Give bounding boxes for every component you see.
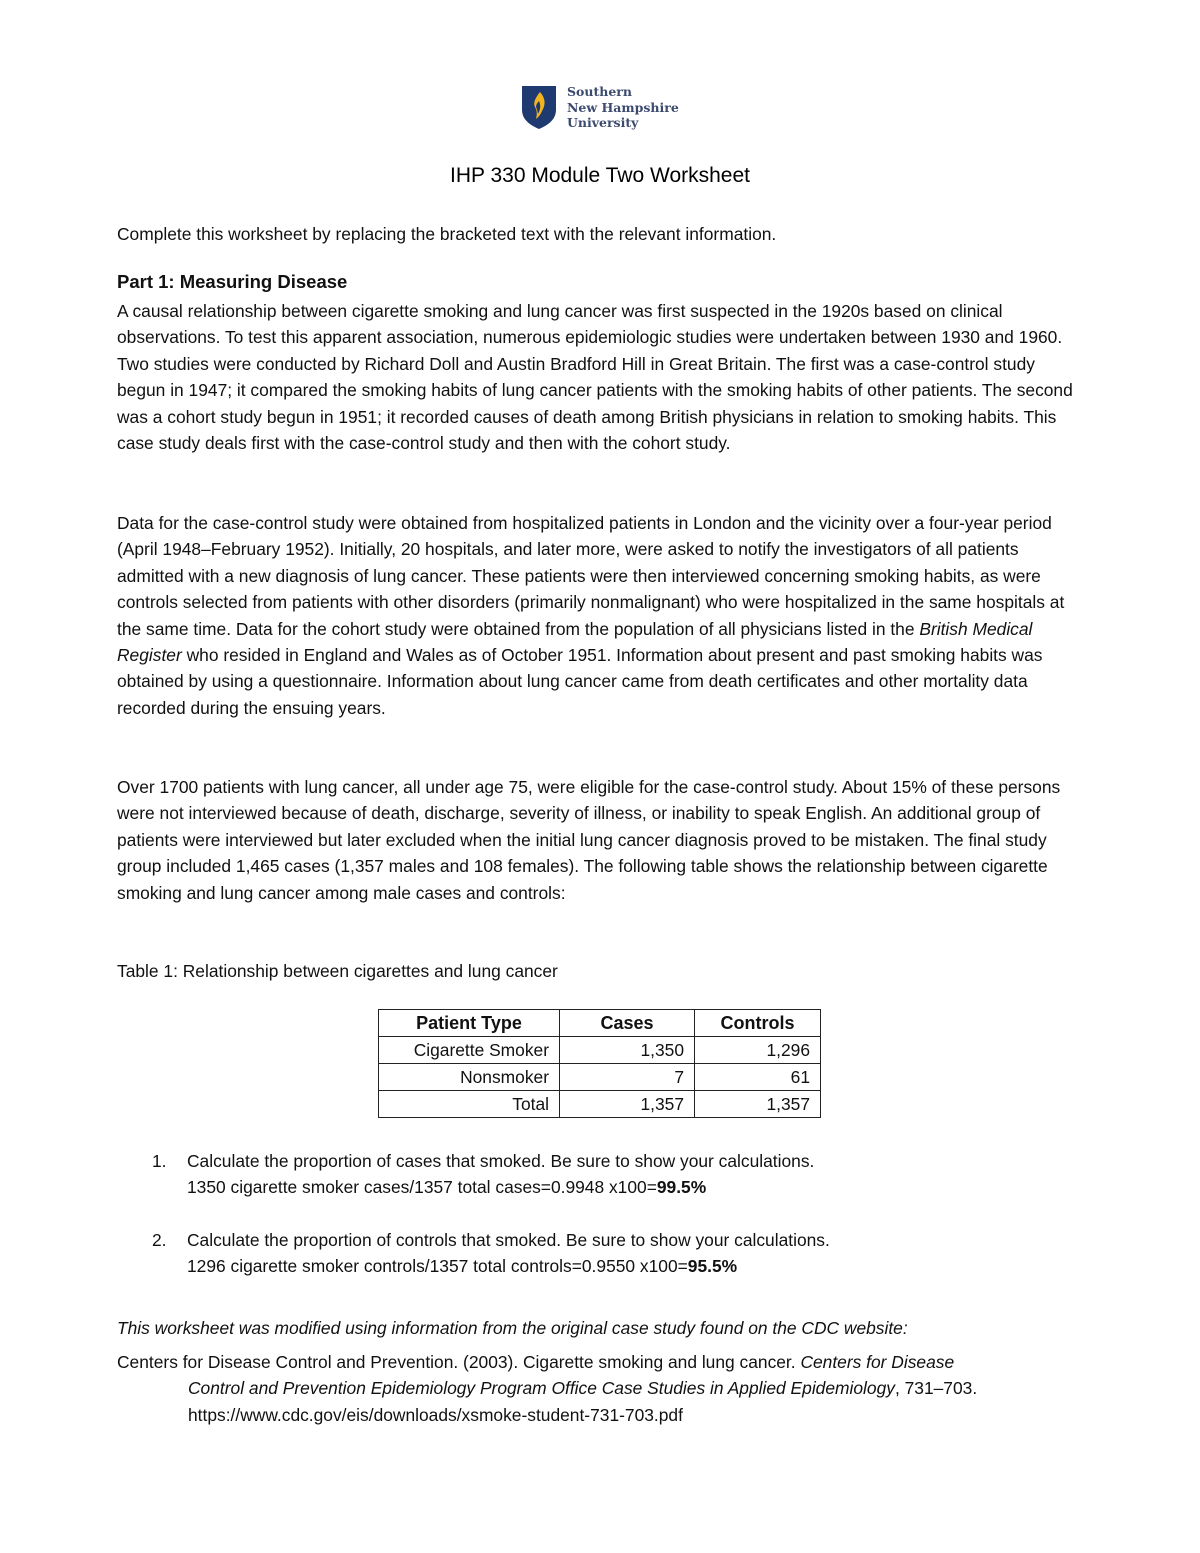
header-controls: Controls [695, 1010, 821, 1037]
reference-text: Centers for Disease Control and Prevention. (2003). Cigarette smoking and lung cancer. [117, 1352, 801, 1372]
question-number: 1. [152, 1151, 167, 1171]
table-row [379, 1091, 821, 1118]
paragraph-2 [117, 510, 1082, 721]
table-cell: 1,350 [560, 1037, 695, 1064]
reference-url[interactable]: https://www.cdc.gov/eis/downloads/xsmoke-student-731-703.pdf [188, 1404, 683, 1425]
university-logo [521, 84, 691, 132]
table-cell: 61 [695, 1064, 821, 1091]
table-row [379, 1037, 821, 1064]
page-title: IHP 330 Module Two Worksheet [450, 164, 750, 187]
answer-result: 99.5% [656, 1177, 707, 1198]
logo-line-3: University [567, 115, 639, 130]
table-cell: 1,357 [695, 1091, 821, 1118]
reference-pages: , 731–703. [894, 1378, 978, 1399]
table-cell: Total [379, 1091, 560, 1118]
table-cell: Nonsmoker [379, 1064, 560, 1091]
header-cases: Cases [560, 1010, 695, 1037]
question-2 [152, 1227, 1052, 1280]
question-prompt: Calculate the proportion of controls that smoked. Be sure to show your calculations. [187, 1230, 830, 1250]
table-cell: 1,296 [695, 1037, 821, 1064]
header-patient-type: Patient Type [379, 1010, 560, 1037]
paragraph-1 [117, 298, 1082, 456]
answer-result: 95.5% [687, 1256, 738, 1277]
paragraph-1-text: A causal relationship between cigarette smoking and lung cancer was first suspected in the 1920s based on clinical observations. To test this apparent association, numerous epidemiologic studies were undertaken between 1930 and 1960. Two studies were conducted by Richard Doll and Austin Bradford Hill in Great Britain. The first was a case-control study begun in 1947; it compared the smoking habits of lung cancer patients with the smoking habits of other patients. The second was a cohort study begun in 1951; it recorded causes of death among British physicians in relation to smoking habits. This case study deals first with the case-control study and then with the cohort study. [117, 301, 1073, 454]
reference-citation [117, 1349, 1097, 1428]
section-heading: Part 1: Measuring Disease [117, 271, 348, 292]
question-answer [187, 1174, 1052, 1200]
reference-journal-part-1: Centers for Disease [800, 1352, 955, 1372]
table-row [379, 1064, 821, 1091]
table-cell: 7 [560, 1064, 695, 1091]
logo-line-2: New Hampshire [567, 99, 679, 115]
table-cell: 1,357 [560, 1091, 695, 1118]
reference-journal-part-2: Control and Prevention Epidemiology Program Office Case Studies in Applied Epidemiology [188, 1378, 895, 1399]
table-header-row [379, 1010, 821, 1037]
table-cell: Cigarette Smoker [379, 1037, 560, 1064]
question-prompt: Calculate the proportion of cases that smoked. Be sure to show your calculations. [187, 1151, 815, 1171]
logo-wordmark [567, 84, 679, 131]
table-caption: Table 1: Relationship between cigarettes and lung cancer [117, 961, 558, 981]
paragraph-3-text: Over 1700 patients with lung cancer, all under age 75, were eligible for the case-control study. About 15% of these persons were not interviewed because of death, discharge, severity of illness, or inability to speak English. An additional group of patients were interviewed but later excluded when the initial lung cancer diagnosis proved to be mistaken. The final study group included 1,465 cases (1,357 males and 108 females). The following table shows the relationship between cigarette smoking and lung cancer among male cases and controls: [117, 777, 1061, 903]
answer-calculation: 1350 cigarette smoker cases/1357 total cases=0.9948 x100= [187, 1177, 657, 1198]
logo-line-1: Southern [567, 84, 632, 99]
answer-calculation: 1296 cigarette smoker controls/1357 total controls=0.9550 x100= [187, 1256, 688, 1277]
british-medical-register: British Medical Register [117, 618, 1033, 666]
smoking-table [378, 1009, 821, 1118]
paragraph-2-text-b: who resided in England and Wales as of October 1951. Information about present and past smoking habits was obtained by using a questionnaire. Information about lung cancer came from death certificates and other mortality data recorded during the ensuing years. [117, 645, 1043, 718]
question-number: 2. [152, 1230, 167, 1250]
intro-text: Complete this worksheet by replacing the bracketed text with the relevant information. [117, 224, 777, 244]
question-answer [187, 1253, 1052, 1279]
shield-flame-icon [521, 84, 557, 130]
source-note: This worksheet was modified using information from the original case study found on the CDC website: [117, 1318, 908, 1338]
paragraph-3 [117, 774, 1082, 906]
paragraph-2-text-a: Data for the case-control study were obtained from hospitalized patients in London and the vicinity over a four-year period (April 1948–February 1952). Initially, 20 hospitals, and later more, were asked to notify the investigators of all patients admitted with a new diagnosis of lung cancer. These patients were then interviewed concerning smoking habits, as were controls selected from patients with other disorders (primarily nonmalignant) who were hospitalized in the same hospitals at the same time. Data for the cohort study were obtained from the population of all physicians listed in the [117, 513, 1065, 639]
question-1 [152, 1148, 1052, 1201]
